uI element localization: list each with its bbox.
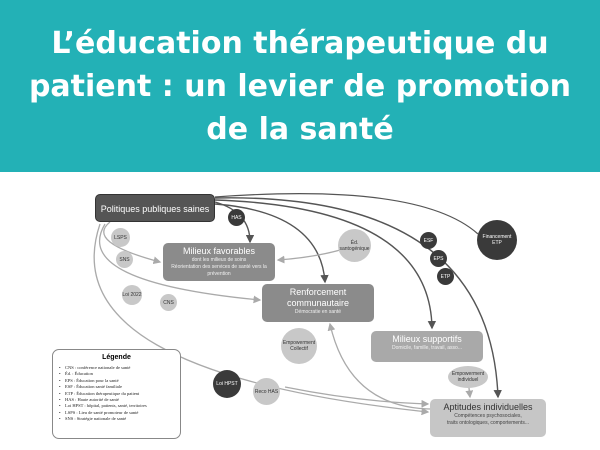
node-empowerment-individuel: Empowerment individuel bbox=[448, 366, 488, 388]
legend-title: Légende bbox=[102, 354, 131, 361]
box-milieux-supportifs-sub1: Domicile, famille, travail, asso... bbox=[391, 345, 463, 351]
node-eps: EPS bbox=[430, 250, 447, 267]
node-financement-etp: Financement ETP bbox=[477, 220, 517, 260]
legend-list bbox=[59, 365, 174, 423]
legend bbox=[52, 349, 181, 439]
box-milieux-favorables-sub1: dont les milieux de soins bbox=[191, 257, 247, 263]
legend-item: • EPS : Éducation pour la santé bbox=[59, 378, 174, 384]
node-sns: SNS bbox=[116, 251, 133, 268]
node-ed-santogenique: Éd. santogénique bbox=[338, 229, 371, 262]
node-loi-2022: Loi 2022 bbox=[122, 285, 142, 305]
node-loi-hpst: Loi HPST bbox=[213, 370, 241, 398]
arrow-politiques-financement bbox=[215, 194, 478, 234]
box-aptitudes-sub2: traits ontologiques, comportements... bbox=[447, 420, 529, 426]
box-aptitudes-individuelles bbox=[430, 399, 546, 437]
box-aptitudes-sub1: Compétences psychosociales, bbox=[454, 413, 522, 419]
arrow-reco-aptitudes bbox=[285, 387, 428, 404]
legend-item: • SNS : Stratégie nationale de santé bbox=[59, 416, 174, 422]
node-esf: ESF bbox=[420, 232, 437, 249]
box-milieux-supportifs bbox=[371, 331, 483, 362]
legend-item: • ETP : Éducation thérapeutique du patient bbox=[59, 391, 174, 397]
legend-item: • Loi HPST : hôpital, patients, santé, territoires bbox=[59, 403, 174, 409]
promotion-sante-diagram bbox=[0, 172, 600, 450]
node-lsps: LSPS bbox=[111, 228, 130, 247]
legend-item: • LSPS : Lieu de santé promoteur de santé bbox=[59, 410, 174, 416]
box-politiques-title: Politiques publiques saines bbox=[100, 204, 210, 214]
box-politiques-publiques bbox=[95, 194, 215, 222]
box-renforcement-sub1: Démocratie en santé bbox=[294, 309, 342, 315]
title-banner bbox=[0, 0, 600, 172]
legend-item: • ESF : Éducation santé familiale bbox=[59, 384, 174, 390]
legend-item: • CNS : conférence nationale de santé bbox=[59, 365, 174, 371]
node-has: HAS bbox=[228, 209, 245, 226]
legend-item: • Éd. : Éducation bbox=[59, 371, 174, 377]
box-milieux-supportifs-title: Milieux supportifs bbox=[392, 334, 462, 344]
box-renforcement-communautaire bbox=[262, 284, 374, 322]
box-aptitudes-title: Aptitudes individuelles bbox=[443, 402, 533, 412]
legend-item: • HAS : Haute autorité de santé bbox=[59, 397, 174, 403]
node-reco-has: Reco HAS bbox=[253, 378, 280, 405]
box-renforcement-title: Renforcement communautaire bbox=[286, 287, 350, 308]
node-cns: CNS bbox=[160, 294, 177, 311]
node-etp: ETP bbox=[437, 268, 454, 285]
node-empowerment-collectif: Empowerment Collectif bbox=[281, 328, 317, 364]
page-title: L’éducation thérapeutique du patient : un levier de promotion de la santé bbox=[28, 25, 572, 147]
box-milieux-favorables-title: Milieux favorables bbox=[182, 246, 256, 256]
box-milieux-favorables-sub2: Réorientation des services de santé vers la prévention bbox=[171, 264, 267, 277]
box-milieux-favorables bbox=[163, 243, 275, 281]
